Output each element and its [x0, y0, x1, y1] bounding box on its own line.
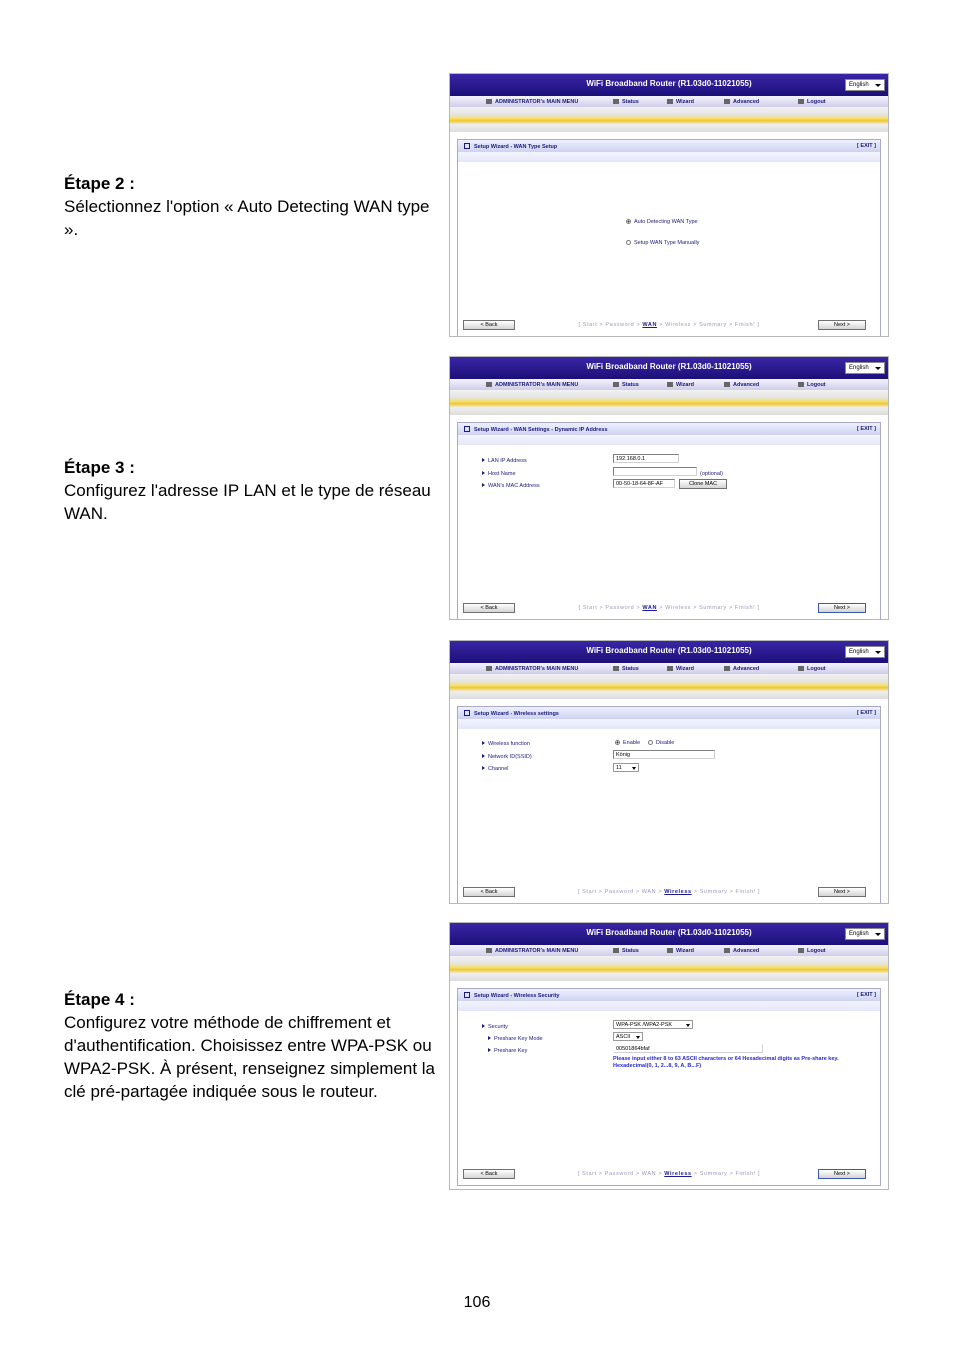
menu-wizard[interactable]: Wizard — [667, 382, 694, 388]
menu-icon — [486, 382, 492, 387]
option-manual[interactable]: Setup WAN Type Manually — [626, 240, 699, 246]
back-button[interactable]: < Back — [463, 887, 515, 897]
menu-advanced[interactable]: Advanced — [724, 99, 759, 105]
wizard-panel — [457, 422, 881, 620]
advanced-icon — [724, 948, 730, 953]
logout-icon — [798, 382, 804, 387]
preshare-key-hint: Please input either 8 to 63 ASCII characters or 64 Hexadecimal digits as Pre-share key. Hexadecimal(0, 1, 2...8, 9, A, B...F) — [613, 1056, 839, 1069]
wireless-function-label: Wireless function — [482, 741, 530, 747]
preshare-key-input[interactable]: 00501864bfaf — [613, 1044, 763, 1053]
panel-title: Setup Wizard - Wireless settings — [464, 710, 559, 717]
exit-link[interactable]: [ EXIT ] — [857, 710, 876, 716]
chevron-down-icon — [875, 651, 881, 654]
menu-status[interactable]: Status — [613, 666, 639, 672]
panel-header — [458, 707, 880, 719]
menu-status[interactable]: Status — [613, 382, 639, 388]
wizard-panel — [457, 139, 881, 337]
menu-main[interactable]: ADMINISTRATOR's MAIN MENU — [486, 948, 578, 954]
advanced-icon — [724, 99, 730, 104]
chevron-down-icon — [632, 767, 636, 770]
panel-header — [458, 989, 880, 1001]
menu-logout[interactable]: Logout — [798, 666, 826, 672]
menu-icon — [486, 99, 492, 104]
panel-title: Setup Wizard - WAN Settings - Dynamic IP Address — [464, 426, 608, 433]
step-2-description: Sélectionnez l'option « Auto Detecting WAN type ». — [64, 197, 430, 239]
logout-icon — [798, 99, 804, 104]
radio-icon[interactable] — [648, 740, 653, 745]
step-3-description: Configurez l'adresse IP LAN et le type de réseau WAN. — [64, 481, 431, 523]
preshare-key-mode-label: Preshare Key Mode — [488, 1036, 543, 1042]
bullet-arrow-icon — [482, 754, 485, 758]
bullet-arrow-icon — [482, 471, 485, 475]
panel-subheader — [458, 435, 880, 445]
chevron-down-icon — [875, 367, 881, 370]
back-button[interactable]: < Back — [463, 603, 515, 613]
wizard-breadcrumb: [ Start > Password > WAN > Wireless > Summary > Finish! ] — [578, 605, 760, 611]
screenshot-wireless-settings — [449, 640, 889, 904]
status-icon — [613, 382, 619, 387]
status-icon — [613, 666, 619, 671]
wizard-panel — [457, 988, 881, 1186]
menu-icon — [486, 666, 492, 671]
screenshot-wan-type-setup — [449, 73, 889, 337]
menu-icon — [486, 948, 492, 953]
security-label: Security — [482, 1024, 508, 1030]
step-2-title: Étape 2 : — [64, 174, 135, 193]
router-title-bar — [450, 923, 888, 945]
step-4-title: Étape 4 : — [64, 990, 135, 1009]
ssid-label: Network ID(SSID) — [482, 754, 532, 760]
chevron-down-icon — [636, 1036, 640, 1039]
wizard-breadcrumb: [ Start > Password > WAN > Wireless > Summary > Finish! ] — [577, 1171, 761, 1177]
bullet-arrow-icon — [488, 1036, 491, 1040]
step-4-text — [64, 988, 439, 1103]
lan-ip-label: LAN IP Address — [482, 458, 527, 464]
bullet-arrow-icon — [482, 483, 485, 487]
menu-main[interactable]: ADMINISTRATOR's MAIN MENU — [486, 99, 578, 105]
mac-input[interactable]: 00-50-18-64-8F-AF — [613, 479, 675, 488]
bullet-arrow-icon — [482, 458, 485, 462]
preshare-key-mode-select[interactable]: ASCII — [613, 1032, 643, 1041]
panel-subheader — [458, 152, 880, 162]
channel-select[interactable]: 11 — [613, 763, 639, 772]
mac-label: WAN's MAC Address — [482, 483, 540, 489]
radio-selected-icon[interactable] — [626, 219, 631, 224]
decorative-ribbon — [450, 956, 888, 981]
step-3-title: Étape 3 : — [64, 458, 135, 477]
chevron-down-icon — [875, 84, 881, 87]
step-3-text — [64, 456, 444, 525]
decorative-ribbon — [450, 390, 888, 415]
router-title-bar — [450, 74, 888, 96]
menu-logout[interactable]: Logout — [798, 99, 826, 105]
router-menu-bar — [450, 945, 888, 956]
bullet-arrow-icon — [488, 1048, 491, 1052]
menu-advanced[interactable]: Advanced — [724, 948, 759, 954]
lan-ip-input[interactable]: 192.168.0.1 — [613, 454, 679, 463]
exit-link[interactable]: [ EXIT ] — [857, 426, 876, 432]
advanced-icon — [724, 666, 730, 671]
wizard-icon — [667, 948, 673, 953]
router-title-bar — [450, 641, 888, 663]
router-title: WiFi Broadband Router (R1.03d0-11021055) — [586, 928, 752, 937]
router-menu-bar — [450, 96, 888, 107]
preshare-key-label: Preshare Key — [488, 1048, 527, 1054]
wizard-breadcrumb: [ Start > Password > WAN > Wireless > Summary > Finish! ] — [577, 889, 761, 895]
back-button[interactable]: < Back — [463, 1169, 515, 1179]
panel-subheader — [458, 719, 880, 729]
step-2-text — [64, 172, 444, 241]
router-menu-bar — [450, 663, 888, 674]
wizard-breadcrumb: [ Start > Password > WAN > Wireless > Summary > Finish! ] — [578, 322, 760, 328]
page-number: 106 — [463, 1294, 491, 1311]
security-select[interactable]: WPA-PSK /WPA2-PSK — [613, 1020, 693, 1029]
channel-label: Channel — [482, 766, 509, 772]
host-name-input[interactable] — [613, 467, 697, 476]
radio-icon[interactable] — [626, 240, 631, 245]
logout-icon — [798, 948, 804, 953]
option-auto-detect[interactable]: Auto Detecting WAN Type — [626, 219, 698, 225]
host-optional-note: (optional) — [700, 471, 723, 477]
advanced-icon — [724, 382, 730, 387]
menu-wizard[interactable]: Wizard — [667, 948, 694, 954]
menu-logout[interactable]: Logout — [798, 948, 826, 954]
panel-title: Setup Wizard - Wireless Security — [464, 992, 559, 999]
menu-wizard[interactable]: Wizard — [667, 99, 694, 105]
wizard-icon — [667, 99, 673, 104]
ssid-input[interactable]: König — [613, 750, 715, 759]
router-title: WiFi Broadband Router (R1.03d0-11021055) — [586, 79, 752, 88]
bullet-arrow-icon — [482, 766, 485, 770]
next-button[interactable]: Next > — [818, 603, 866, 613]
next-button[interactable]: Next > — [818, 1169, 866, 1179]
language-select[interactable]: English — [845, 79, 885, 91]
logout-icon — [798, 666, 804, 671]
language-select[interactable]: English — [845, 928, 885, 940]
status-icon — [613, 99, 619, 104]
radio-selected-icon[interactable] — [615, 740, 620, 745]
decorative-ribbon — [450, 674, 888, 699]
wizard-icon — [667, 382, 673, 387]
host-name-label: Host Name — [482, 471, 516, 477]
wizard-panel — [457, 706, 881, 904]
router-title-bar — [450, 357, 888, 379]
exit-link[interactable]: [ EXIT ] — [857, 992, 876, 998]
router-title: WiFi Broadband Router (R1.03d0-11021055) — [586, 646, 752, 655]
wireless-enable-option[interactable]: Enable — [615, 740, 640, 746]
chevron-down-icon — [686, 1024, 690, 1027]
next-button[interactable]: Next > — [818, 320, 866, 330]
menu-wizard[interactable]: Wizard — [667, 666, 694, 672]
menu-status[interactable]: Status — [613, 99, 639, 105]
bullet-arrow-icon — [482, 1024, 485, 1028]
router-menu-bar — [450, 379, 888, 390]
exit-link[interactable]: [ EXIT ] — [857, 143, 876, 149]
menu-logout[interactable]: Logout — [798, 382, 826, 388]
decorative-ribbon — [450, 107, 888, 132]
status-icon — [613, 948, 619, 953]
menu-main[interactable]: ADMINISTRATOR's MAIN MENU — [486, 666, 578, 672]
back-button[interactable]: < Back — [463, 320, 515, 330]
wizard-icon — [667, 666, 673, 671]
step-4-description: Configurez votre méthode de chiffrement et d'authentification. Choisissez entre WPA-PSK ou WPA2-PSK. À présent, renseignez simplement la clé pré-partagée indiquée sous le routeur. — [64, 1013, 436, 1101]
panel-header — [458, 140, 880, 152]
menu-advanced[interactable]: Advanced — [724, 666, 759, 672]
bullet-arrow-icon — [482, 741, 485, 745]
language-select[interactable]: English — [845, 362, 885, 374]
screenshot-wireless-security — [449, 922, 889, 1190]
panel-title: Setup Wizard - WAN Type Setup — [464, 143, 557, 150]
language-select[interactable]: English — [845, 646, 885, 658]
wireless-disable-option[interactable]: Disable — [648, 740, 674, 746]
menu-advanced[interactable]: Advanced — [724, 382, 759, 388]
menu-main[interactable]: ADMINISTRATOR's MAIN MENU — [486, 382, 578, 388]
panel-header — [458, 423, 880, 435]
screenshot-wan-settings — [449, 356, 889, 620]
next-button[interactable]: Next > — [818, 887, 866, 897]
chevron-down-icon — [875, 933, 881, 936]
clone-mac-button[interactable]: Clone MAC — [679, 479, 727, 489]
panel-subheader — [458, 1001, 880, 1011]
menu-status[interactable]: Status — [613, 948, 639, 954]
router-title: WiFi Broadband Router (R1.03d0-11021055) — [586, 362, 752, 371]
